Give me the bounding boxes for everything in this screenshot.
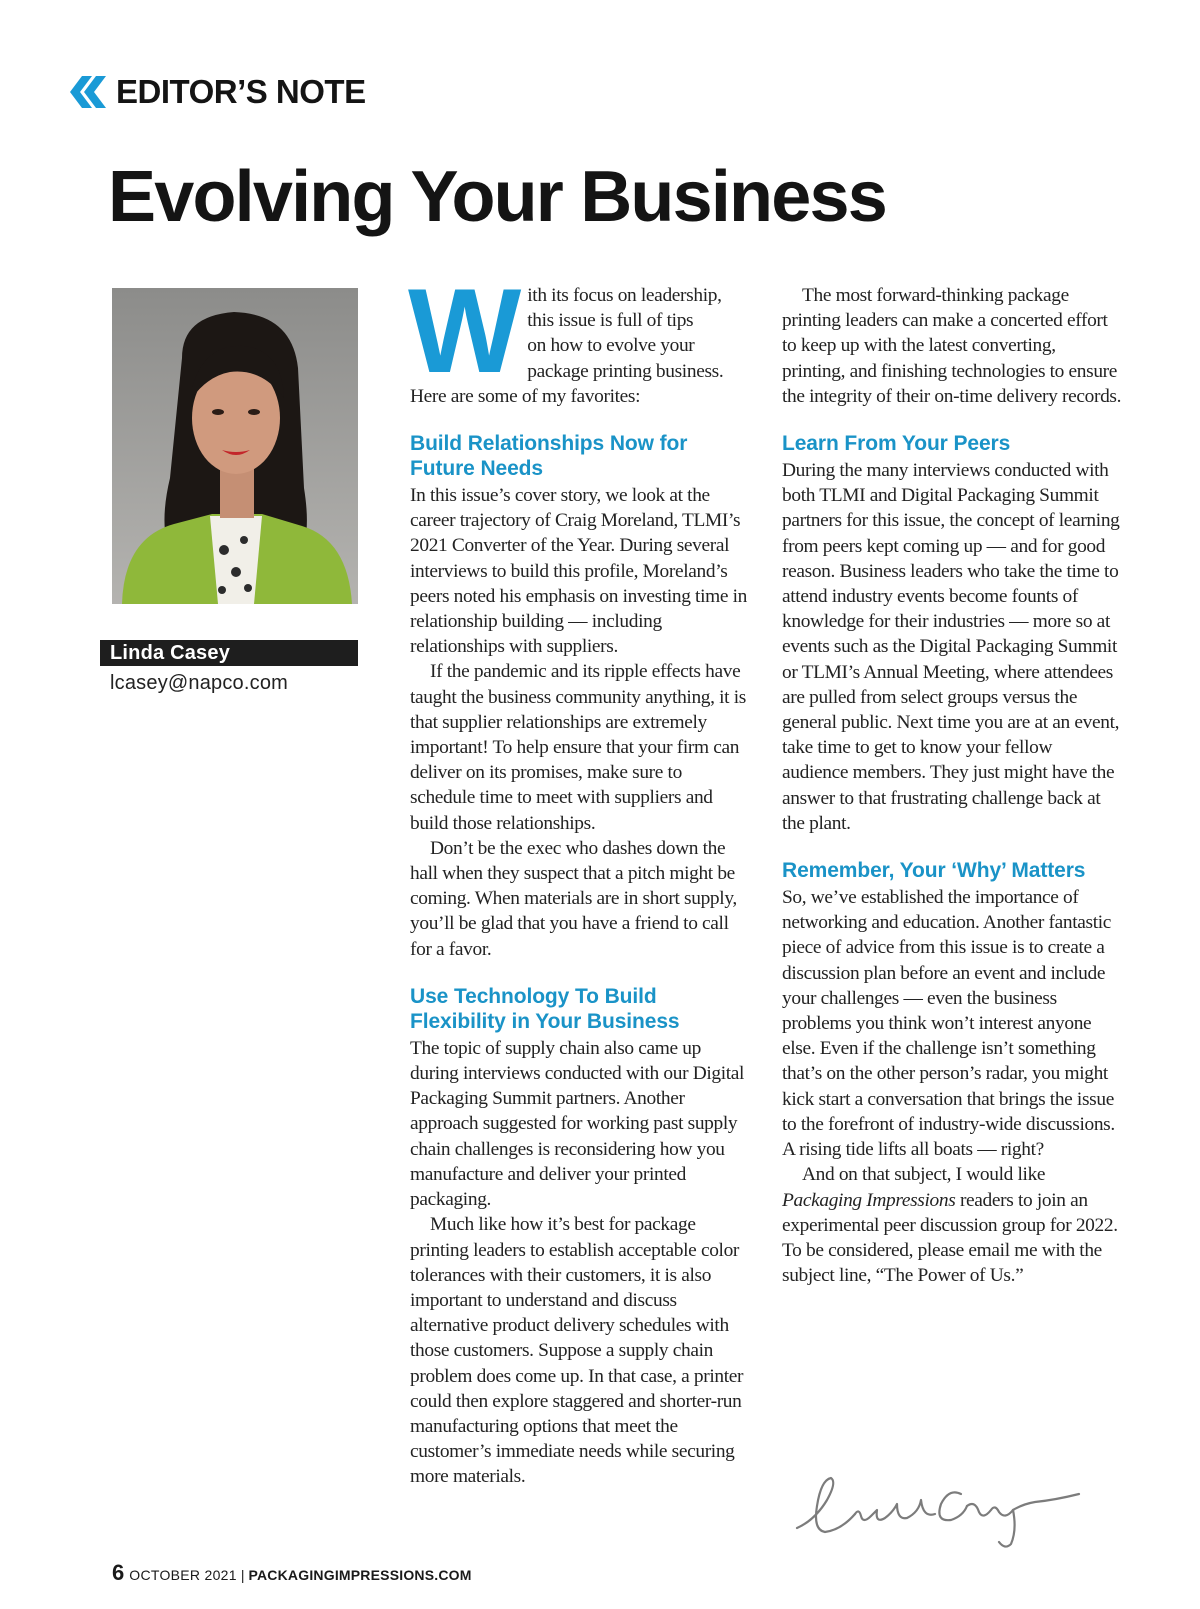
- article-column-1: [408, 264, 750, 1490]
- section-heading: Build Relationships Now for Future Needs: [410, 432, 688, 481]
- publication-name: Packaging Impressions: [782, 1189, 956, 1211]
- section-heading: Remember, Your ‘Why’ Matters: [782, 859, 1086, 883]
- footer-date: OCTOBER 2021: [129, 1567, 237, 1583]
- section-header: [68, 72, 366, 112]
- page-number: 6: [112, 1560, 125, 1585]
- paragraph: Don’t be the exec who dashes down the hall when they suspect that a pitch might be coming. When materials are in short supply, you’ll be glad that you have a friend to call for a favor.: [410, 837, 737, 960]
- paragraph: If the pandemic and its ripple effects have taught the business community anything, it is that supplier relationships are extremely important! To help ensure that your firm can deliver on its promises, make sure to schedule time to meet with suppliers and build those relationships.: [410, 661, 746, 834]
- intro-paragraph: [408, 264, 750, 409]
- page-title: Evolving Your Business: [108, 157, 886, 237]
- paragraph: The topic of supply chain also came up during interviews conducted with our Digital Packaging Summit partners. Another approach suggested for working past supply chain challenges is reconsidering how you manufacture and deliver your printed packaging.: [410, 1037, 745, 1211]
- drop-cap: W: [408, 264, 518, 398]
- double-chevron-left-icon: [68, 72, 108, 112]
- closing-text: And on that subject, I would like: [802, 1164, 1046, 1186]
- paragraph: In this issue’s cover story, we look at the career trajectory of Craig Moreland, TLMI’s 2021 Converter of the Year. During several interviews to build this profile, Moreland’s peers noted his emphasis on investing time in relationship building — including relationships with suppliers.: [410, 485, 748, 658]
- closing-paragraph: [782, 1162, 1122, 1288]
- footer-separator: |: [240, 1567, 245, 1583]
- paragraph: Much like how it’s best for package printing leaders to establish acceptable color tolerances with their customers, it is also important to understand and discuss alternative product delivery schedules with those customers. Suppose a supply chain problem does come up. In that case, a printer could then explore staggered and shorter-run manufacturing options that meet the customer’s immediate needs while securing more materials.: [410, 1214, 744, 1488]
- signature: [785, 1460, 1095, 1550]
- paragraph: So, we’ve established the importance of networking and education. Another fantastic piece of advice from this issue is to create a discussion plan before an event and include your challenges — even the business problems you think won’t interest anyone else. Even if the challenge isn’t something that’s on the other person’s radar, you might kick start a conversation that brings the issue to the forefront of industry-wide discussions. A rising tide lifts all boats — right?: [782, 887, 1115, 1161]
- intro-line: on how to evolve your: [527, 335, 695, 357]
- article-column-2: [782, 283, 1122, 1288]
- intro-line: ith its focus on leadership,: [527, 285, 722, 306]
- intro-line: package printing business.: [527, 360, 724, 382]
- paragraph: During the many interviews conducted with both TLMI and Digital Packaging Summit partners for this issue, the concept of learning from peers kept coming up — and for good reason. Business leaders who take the time to attend industry events become founts of knowledge for their industries — more so at events such as the Digital Packaging Summit or TLMI’s Annual Meeting, where attendees are pulled from select groups versus the general public. Next time you are at an event, take time to get to know your fellow audience members. They just might have the answer to that frustrating challenge back at the plant.: [782, 460, 1120, 834]
- closing-text: readers to join an experimental peer discussion group for 2022. To be considered, please email me with the subject line, “The Power of Us.”: [782, 1189, 1118, 1287]
- page-footer: [112, 1560, 472, 1586]
- section-label: EDITOR’S NOTE: [116, 73, 366, 110]
- intro-line: this issue is full of tips: [527, 310, 694, 332]
- paragraph: The most forward-thinking package printing leaders can make a concerted effort to keep up with the latest converting, printing, and finishing technologies to ensure the integrity of their on-time delivery records.: [782, 285, 1122, 407]
- author-email: lcasey@napco.com: [110, 672, 289, 694]
- author-name: Linda Casey: [100, 640, 358, 666]
- section-heading: Use Technology To Build Flexibility in Your Business: [410, 984, 680, 1033]
- footer-website: PACKAGINGIMPRESSIONS.COM: [248, 1567, 472, 1583]
- author-photo: [112, 288, 358, 604]
- section-heading: Learn From Your Peers: [782, 432, 1011, 456]
- intro-line: Here are some of my favorites:: [410, 385, 641, 407]
